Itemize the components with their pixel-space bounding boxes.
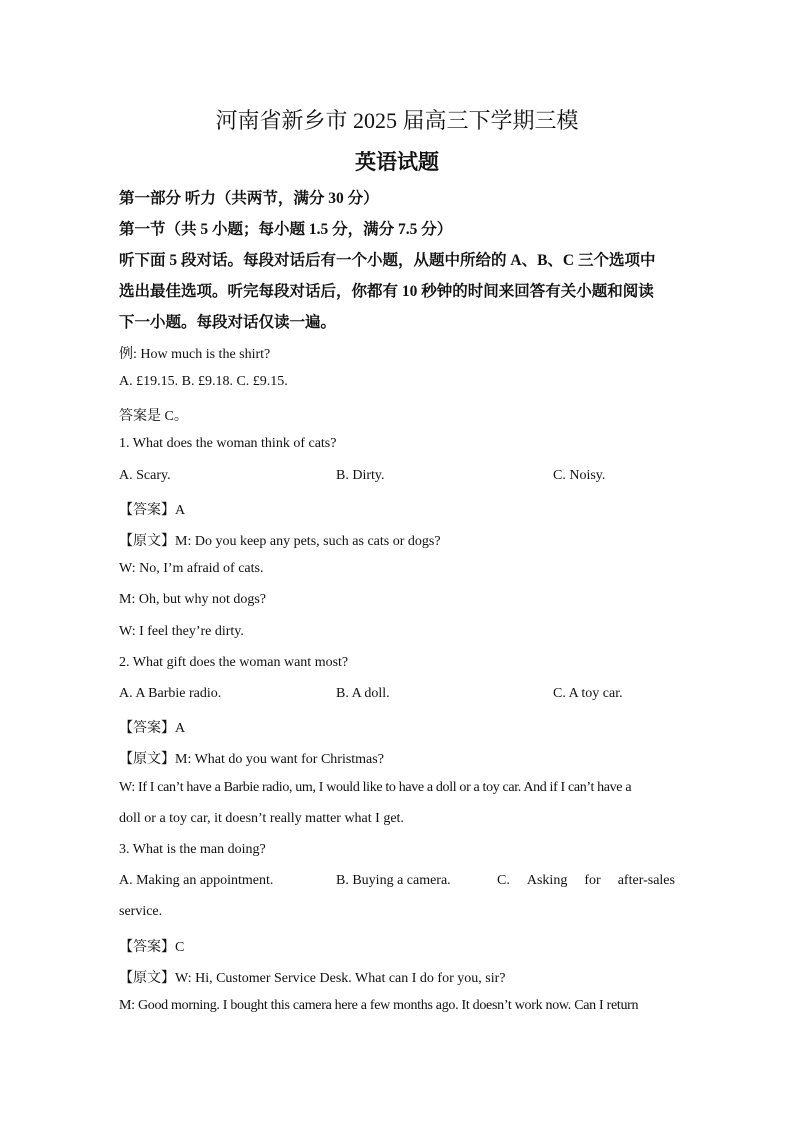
q2-option-c: C. A toy car.: [553, 686, 623, 701]
question-2: 2. What gift does the woman want most?: [119, 655, 349, 670]
part-heading: 第一部分 听力（共两节，满分 30 分）: [119, 190, 379, 207]
q1-option-c: C. Noisy.: [553, 468, 606, 483]
q1-option-a: A. Scary.: [119, 468, 171, 483]
q2-transcript-1: 【原文】M: What do you want for Christmas?: [119, 752, 384, 767]
q2-answer: 【答案】A: [119, 721, 186, 736]
example-answer: 答案是 C。: [119, 409, 188, 424]
q1-answer: 【答案】A: [119, 503, 186, 518]
q1-transcript-2: W: No, I’m afraid of cats.: [119, 561, 264, 576]
example-options: A. £19.15. B. £9.18. C. £9.15.: [119, 374, 288, 389]
q2-transcript-2: W: If I can’t have a Barbie radio, um, I would like to have a doll or a toy car. And if I can’t have a: [119, 780, 632, 795]
instruction-line-3: 下一小题。每段对话仅读一遍。: [119, 314, 337, 331]
q3-option-b: B. Buying a camera.: [336, 873, 451, 888]
q3-option-c-word: C.: [497, 873, 510, 888]
q3-option-c-continued: service.: [119, 904, 163, 919]
section-heading: 第一节（共 5 小题；每小题 1.5 分，满分 7.5 分）: [119, 221, 453, 238]
question-3: 3. What is the man doing?: [119, 842, 266, 857]
page-subtitle: 英语试题: [355, 150, 439, 174]
q3-option-c-word: Asking: [526, 873, 568, 888]
q1-transcript-1: 【原文】M: Do you keep any pets, such as cats or dogs?: [119, 534, 441, 549]
q2-option-a: A. A Barbie radio.: [119, 686, 222, 701]
q3-option-c-word: for: [584, 873, 601, 888]
instruction-line-1: 听下面 5 段对话。每段对话后有一个小题，从题中所给的 A、B、C 三个选项中: [119, 252, 656, 269]
q1-transcript-4: W: I feel they’re dirty.: [119, 624, 244, 639]
q1-option-b: B. Dirty.: [336, 468, 385, 483]
q1-transcript-3: M: Oh, but why not dogs?: [119, 592, 266, 607]
q3-option-c-word: after-sales: [617, 873, 675, 888]
q3-option-c: [497, 873, 675, 889]
q2-transcript-3: doll or a toy car, it doesn’t really matter what I get.: [119, 811, 404, 826]
q2-option-b: B. A doll.: [336, 686, 390, 701]
question-1: 1. What does the woman think of cats?: [119, 436, 337, 451]
instruction-line-2: 选出最佳选项。听完每段对话后，你都有 10 秒钟的时间来回答有关小题和阅读: [119, 283, 654, 300]
example-question: 例: How much is the shirt?: [119, 347, 271, 362]
q3-answer: 【答案】C: [119, 940, 185, 955]
q3-transcript-1: 【原文】W: Hi, Customer Service Desk. What can I do for you, sir?: [119, 971, 506, 986]
page-title: 河南省新乡市 2025 届高三下学期三模: [215, 108, 579, 133]
q3-transcript-2: M: Good morning. I bought this camera here a few months ago. It doesn’t work now. Can I return: [119, 998, 639, 1013]
q3-option-a: A. Making an appointment.: [119, 873, 274, 888]
